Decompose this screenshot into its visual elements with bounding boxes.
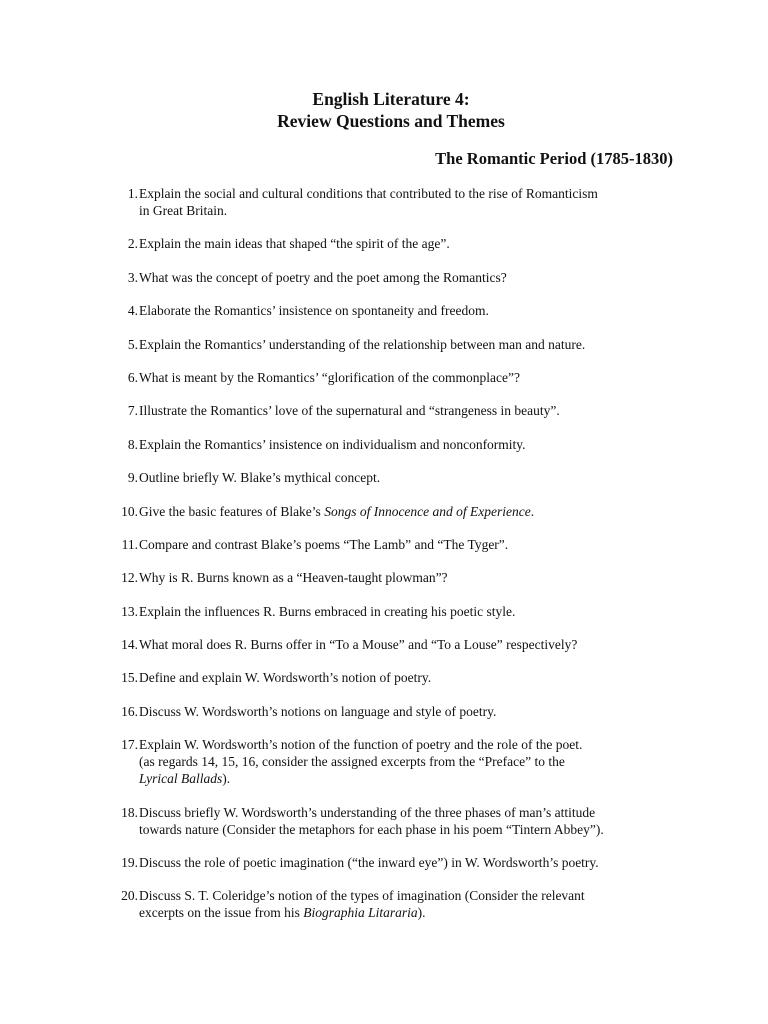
question-number-label: 20. — [121, 888, 138, 904]
question-text — [139, 636, 688, 653]
question-number-label: 1. — [127, 186, 138, 201]
question-text-italic-title: Songs of Innocence and of Experience — [324, 503, 531, 519]
question-number-label: 9. — [127, 470, 138, 486]
question-text-segment: Explain the Romantics’ insistence on individualism and nonconformity. — [139, 436, 526, 452]
question-number — [108, 469, 138, 486]
question-number — [108, 269, 138, 286]
question-text — [139, 469, 688, 486]
question-text-segment: Why is R. Burns known as a “Heaven-taught plowman”? — [139, 570, 448, 586]
question-item — [108, 887, 688, 921]
question-number — [108, 436, 138, 453]
title-line-2: Review Questions and Themes — [277, 111, 505, 131]
question-number-label: 17. — [121, 737, 138, 753]
question-item — [108, 569, 688, 586]
question-text — [139, 402, 688, 419]
question-item — [108, 804, 688, 838]
question-text — [139, 804, 688, 838]
title-line-1: English Literature 4: — [312, 89, 470, 109]
question-number — [108, 804, 138, 821]
question-number-label: 13. — [121, 603, 138, 619]
question-text — [139, 436, 688, 453]
question-text-segment: Discuss W. Wordsworth’s notions on language and style of poetry. — [139, 703, 497, 719]
question-text-segment: Explain the influences R. Burns embraced in creating his poetic style. — [139, 603, 516, 619]
question-item — [108, 302, 688, 319]
question-text-segment: Explain the social and cultural conditions that contributed to the rise of Romanticism — [139, 186, 598, 201]
question-text — [139, 603, 688, 620]
question-text — [139, 269, 688, 286]
question-number-label: 4. — [127, 303, 138, 319]
question-item — [108, 436, 688, 453]
question-number-label: 6. — [127, 369, 138, 385]
question-number-label: 5. — [127, 336, 138, 352]
question-text-segment: Discuss S. T. Coleridge’s notion of the types of imagination (Consider the relevant — [139, 888, 585, 904]
question-item — [108, 369, 688, 386]
question-number — [108, 235, 138, 252]
question-number — [108, 636, 138, 653]
question-number — [108, 503, 138, 520]
question-item — [108, 736, 688, 787]
question-number-label: 14. — [121, 637, 138, 653]
question-text — [139, 887, 688, 921]
question-text — [139, 669, 688, 686]
question-number-label: 19. — [121, 855, 138, 871]
question-number-label: 3. — [127, 269, 138, 285]
question-text-segment: Discuss the role of poetic imagination (“the inward eye”) in W. Wordsworth’s poetry. — [139, 855, 599, 871]
question-item — [108, 854, 688, 871]
question-number-label: 7. — [127, 403, 138, 419]
question-item — [108, 469, 688, 486]
question-item — [108, 503, 688, 520]
question-number — [108, 569, 138, 586]
question-number — [108, 302, 138, 319]
question-item — [108, 636, 688, 653]
question-text-segment: Outline briefly W. Blake’s mythical concept. — [139, 470, 381, 486]
question-text-italic-title: Biographia Litararia — [303, 905, 418, 921]
question-number-label: 8. — [127, 436, 138, 452]
question-text-segment: ). — [417, 905, 426, 921]
question-text-segment: in Great Britain. — [139, 203, 228, 218]
question-text-segment: What moral does R. Burns offer in “To a Mouse” and “To a Louse” respectively? — [139, 637, 578, 653]
question-number — [108, 369, 138, 386]
question-text — [139, 854, 688, 871]
question-text-segment: Give the basic features of Blake’s — [139, 503, 325, 519]
question-item — [108, 603, 688, 620]
question-text — [139, 736, 688, 787]
question-number — [108, 185, 138, 202]
question-number-label: 16. — [121, 703, 138, 719]
question-text — [139, 302, 688, 319]
question-text-segment: Explain W. Wordsworth’s notion of the function of poetry and the role of the poet. — [139, 737, 583, 753]
question-number — [108, 736, 138, 753]
question-list — [108, 185, 688, 938]
question-text-italic-title: Lyrical Ballads — [139, 771, 223, 787]
question-item — [108, 235, 688, 252]
question-number — [108, 536, 138, 553]
question-text — [139, 569, 688, 586]
question-number-label: 12. — [121, 570, 138, 586]
question-number-label: 11. — [121, 536, 138, 552]
question-text-segment: What is meant by the Romantics’ “glorification of the commonplace”? — [139, 369, 520, 385]
question-text-segment: Explain the Romantics’ understanding of the relationship between man and nature. — [139, 336, 586, 352]
question-text — [139, 185, 688, 219]
question-item — [108, 536, 688, 553]
question-text-segment: (as regards 14, 15, 16, consider the assigned excerpts from the “Preface” to the — [139, 754, 565, 770]
question-text-segment: Discuss briefly W. Wordsworth’s understanding of the three phases of man’s attitude — [139, 804, 596, 820]
question-text-segment: towards nature (Consider the metaphors for each phase in his poem “Tintern Abbey”). — [139, 821, 604, 837]
document-title — [0, 88, 768, 132]
question-text — [139, 235, 688, 252]
question-item — [108, 185, 688, 219]
question-text-segment: ). — [222, 771, 231, 787]
question-item — [108, 402, 688, 419]
question-text-segment: . — [530, 503, 535, 519]
question-item — [108, 336, 688, 353]
question-text-segment: Illustrate the Romantics’ love of the supernatural and “strangeness in beauty”. — [139, 403, 560, 419]
question-text-segment: Compare and contrast Blake’s poems “The Lamb” and “The Tyger”. — [139, 536, 509, 552]
section-heading: The Romantic Period (1785-1830) — [435, 149, 673, 168]
question-text — [139, 703, 688, 720]
question-text-segment: Elaborate the Romantics’ insistence on spontaneity and freedom. — [139, 303, 489, 319]
question-item — [108, 669, 688, 686]
question-number-label: 2. — [127, 236, 138, 252]
question-number-label: 10. — [121, 503, 138, 519]
question-number — [108, 703, 138, 720]
question-number — [108, 669, 138, 686]
question-text — [139, 536, 688, 553]
question-item — [108, 703, 688, 720]
question-text-segment: excerpts on the issue from his — [139, 905, 304, 921]
question-number-label: 15. — [121, 670, 138, 686]
question-number — [108, 402, 138, 419]
question-text-segment: Explain the main ideas that shaped “the spirit of the age”. — [139, 236, 450, 252]
question-text-segment: Define and explain W. Wordsworth’s notion of poetry. — [139, 670, 432, 686]
question-number — [108, 854, 138, 871]
question-text — [139, 336, 688, 353]
question-text — [139, 503, 688, 520]
question-number — [108, 336, 138, 353]
question-number — [108, 603, 138, 620]
question-item — [108, 269, 688, 286]
question-text-segment: What was the concept of poetry and the poet among the Romantics? — [139, 269, 507, 285]
question-number-label: 18. — [121, 804, 138, 820]
question-number — [108, 887, 138, 904]
question-text — [139, 369, 688, 386]
